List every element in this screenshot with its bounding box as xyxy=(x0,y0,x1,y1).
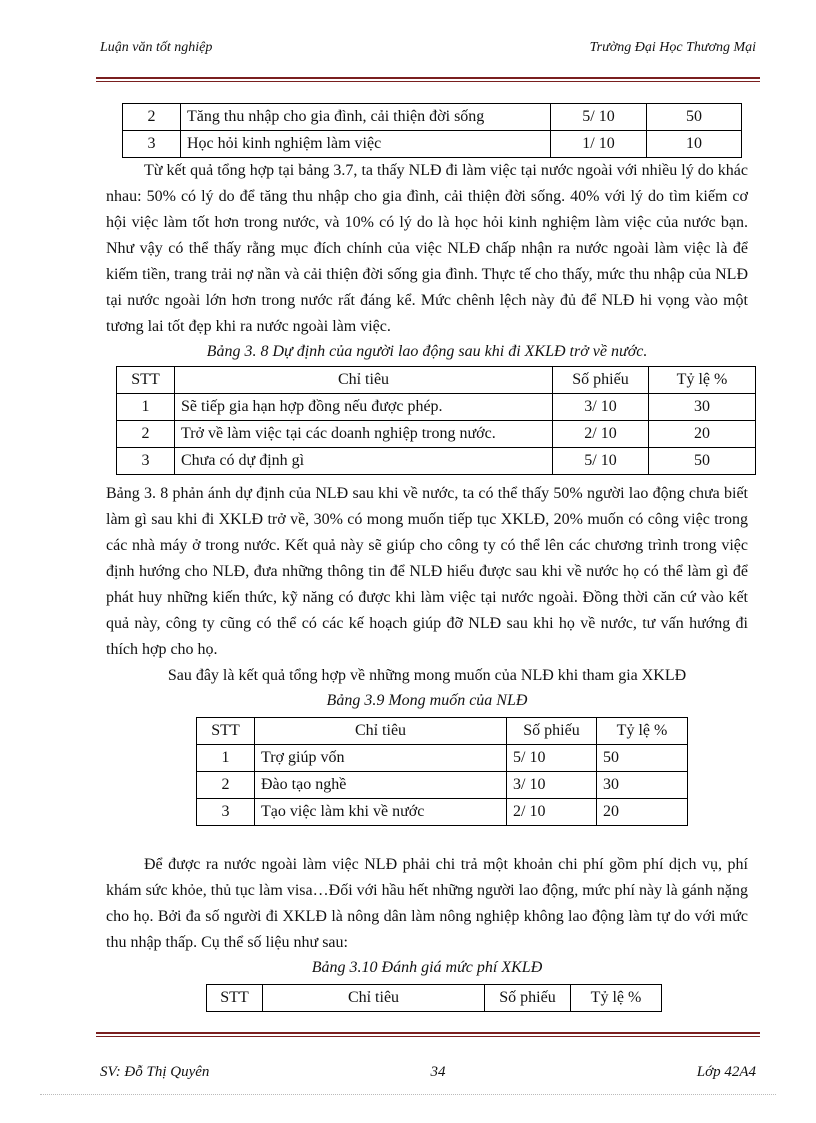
header-right: Trường Đại Học Thương Mại xyxy=(589,40,756,55)
table-row: 2 Đào tạo nghề 3/ 10 30 xyxy=(197,772,688,799)
page-content xyxy=(106,103,748,1012)
table-3-10 xyxy=(206,984,662,1012)
table-header-row: STT Chỉ tiêu Số phiếu Tỷ lệ % xyxy=(197,718,688,745)
table-3-9 xyxy=(196,717,688,826)
footer-rule xyxy=(96,1032,760,1034)
table-header-row: STT Chỉ tiêu Số phiếu Tỷ lệ % xyxy=(117,367,756,394)
header-rule xyxy=(96,77,760,79)
table-3-8 xyxy=(116,366,756,475)
table-row: 3 Học hỏi kinh nghiệm làm việc 1/ 10 10 xyxy=(123,131,742,158)
table-row: 3 Chưa có dự định gì 5/ 10 50 xyxy=(117,448,756,475)
paragraph-2: Bảng 3. 8 phản ánh dự định của NLĐ sau khi về nước, ta có thể thấy 50% người lao động chưa biết làm gì sau khi đi XKLĐ trở về, 30% có mong muốn tiếp tục XKLĐ, 20% muốn có công việc trong các nhà máy ở trong nước. Kết quả này sẽ giúp cho công ty có thể lên các chương trình trong việc định hướng cho NLĐ, đưa những thông tin để NLĐ hiểu được sau khi về nước họ có thể làm gì để phát huy những kiến thức, kỹ năng có được khi làm việc tại nước ngoài. Đồng thời căn cứ vào kết quả này, công ty cũng có thể có các kế hoạch giúp đỡ NLĐ sau khi họ về nước, tư vấn hướng đi thích hợp cho họ. xyxy=(106,485,748,658)
table-header-row: STT Chỉ tiêu Số phiếu Tỷ lệ % xyxy=(207,985,662,1012)
table-row: 2 Trở về làm việc tại các doanh nghiệp trong nước. 2/ 10 20 xyxy=(117,421,756,448)
table-3-10-caption: Bảng 3.10 Đánh giá mức phí XKLĐ xyxy=(311,959,543,976)
table-3-8-caption: Bảng 3. 8 Dự định của người lao động sau khi đi XKLĐ trở về nước. xyxy=(206,343,648,360)
table-row: 2 Tăng thu nhập cho gia đình, cải thiện đời sống 5/ 10 50 xyxy=(123,104,742,131)
table-row: 1 Sẽ tiếp gia hạn hợp đồng nếu được phép. 3/ 10 30 xyxy=(117,394,756,421)
footer-class: Lớp 42A4 xyxy=(696,1064,756,1080)
table-3-9-caption: Bảng 3.9 Mong muốn của NLĐ xyxy=(326,692,528,709)
table-row: 3 Tạo việc làm khi về nước 2/ 10 20 xyxy=(197,799,688,826)
footer-rule-thin xyxy=(96,1036,760,1037)
page-bottom-border xyxy=(40,1094,776,1095)
header-left: Luận văn tốt nghiệp xyxy=(100,40,213,55)
footer-author: SV: Đỗ Thị Quyên xyxy=(100,1064,210,1080)
continued-table xyxy=(122,103,742,158)
paragraph-4: Để được ra nước ngoài làm việc NLĐ phải chi trả một khoản chi phí gồm phí dịch vụ, phí khám sức khỏe, thủ tục làm visa…Đối với hầu hết những người lao động, mức phí này là gánh nặng cho họ. Bởi đa số người đi XKLĐ là nông dân làm nông nghiệp không lao động làm tự do với mức thu nhập thấp. Cụ thể số liệu như sau: xyxy=(106,856,748,951)
paragraph-1: Từ kết quả tổng hợp tại bảng 3.7, ta thấy NLĐ đi làm việc tại nước ngoài với nhiều lý do khác nhau: 50% có lý do để tăng thu nhập cho gia đình, cải thiện đời sống. 40% với lý do tìm kiếm cơ hội việc làm tốt hơn trong nước, và 10% có lý do là học hỏi kinh nghiệm làm việc của nước bạn. Như vậy có thể thấy rằng mục đích chính của việc NLĐ chấp nhận ra nước ngoài làm việc là để kiếm tiền, trang trải nợ nần và cải thiện đời sống gia đình. Thực tế cho thấy, mức thu nhập của NLĐ tại nước ngoài lớn hơn trong nước rất đáng kể. Mức chênh lệch này đủ để NLĐ hi vọng vào một tương lai tốt đẹp khi ra nước ngoài làm việc. xyxy=(106,162,748,335)
header-rule-thin xyxy=(96,81,760,82)
table-row: 1 Trợ giúp vốn 5/ 10 50 xyxy=(197,745,688,772)
paragraph-3: Sau đây là kết quả tổng hợp về những mong muốn của NLĐ khi tham gia XKLĐ xyxy=(167,667,687,684)
page-number: 34 xyxy=(430,1064,446,1080)
